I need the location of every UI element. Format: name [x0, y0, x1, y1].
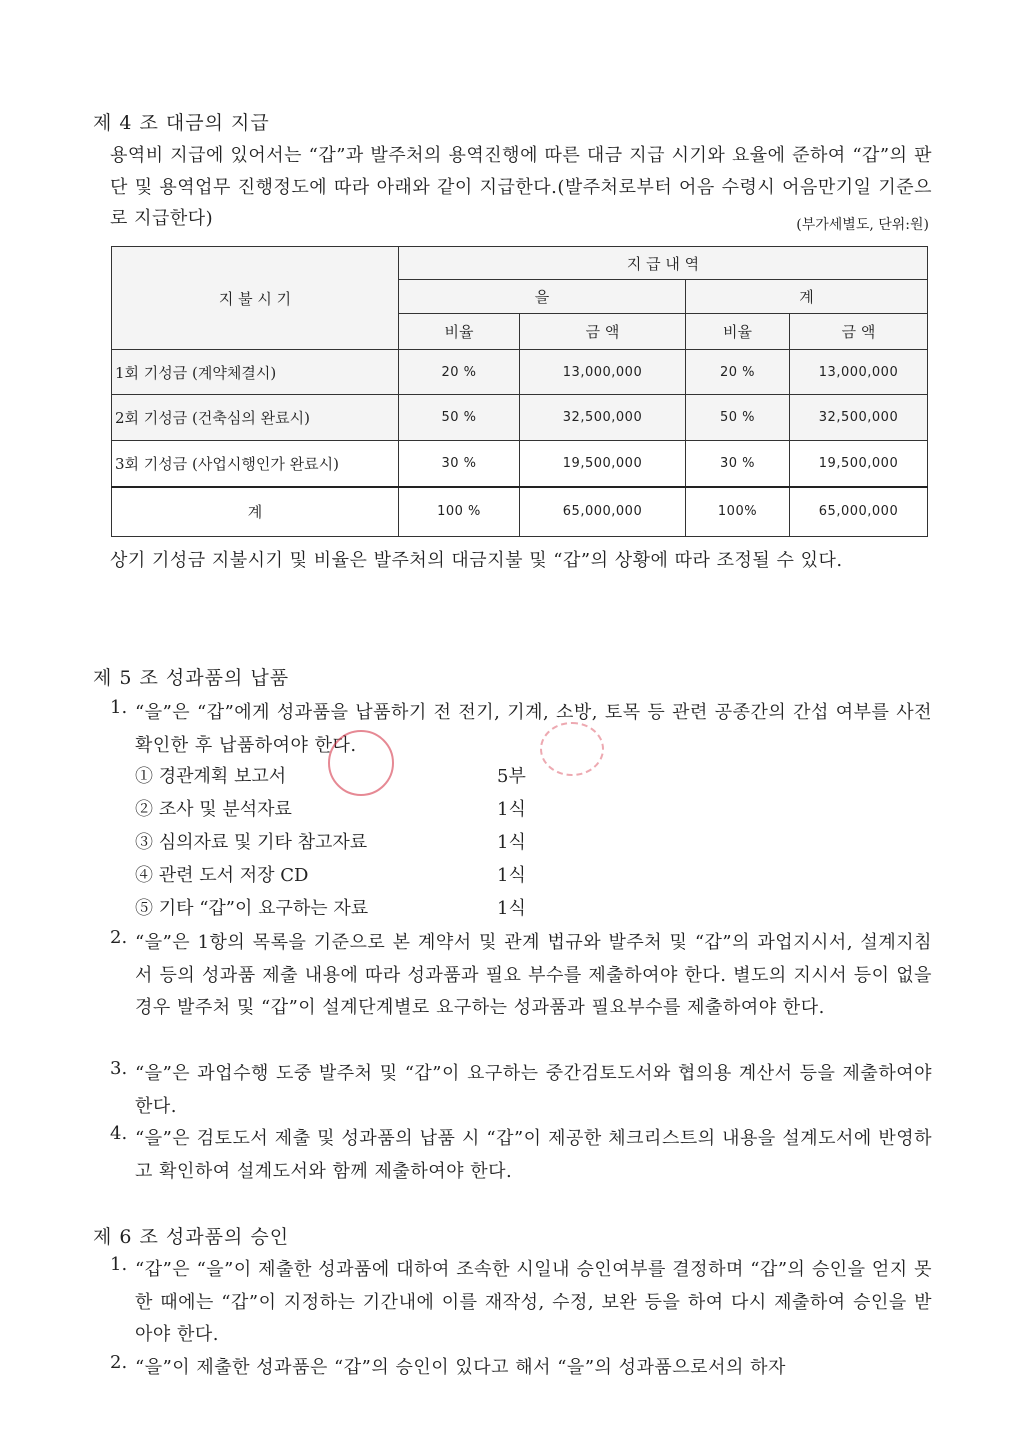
- item-text: “을”은 1항의 목록을 기준으로 본 계약서 및 관계 법규와 발주처 및 “갑”의 과업지시서, 설계지침서 등의 성과품 제출 내용에 따라 성과품과 필요 부수를 제출하여야 한다. 별도의 지시서 등이 없을 경우 발주처 및 “갑”이 설계단계별로 요구하는 성과품과 필요부수를 제출하여야 한다.: [135, 932, 932, 1018]
- deliverable-qty: 1식: [497, 799, 526, 820]
- item-number: 1.: [110, 697, 128, 718]
- row-period: 3회 기성금 (사업시행인가 완료시): [112, 441, 399, 487]
- sum-total-ratio: 100%: [686, 487, 790, 537]
- item-number: 2.: [110, 1352, 128, 1373]
- article-4-note: 상기 기성금 지불시기 및 비율은 발주처의 대금지불 및 “갑”의 상황에 따라 조정될 수 있다.: [110, 550, 843, 571]
- deliverable-qty: 5부: [497, 766, 526, 787]
- unit-note: (부가세별도, 단위:원): [796, 217, 929, 233]
- table-row: [112, 395, 928, 441]
- deliverable-label: ③ 심의자료 및 기타 참고자료: [135, 832, 368, 853]
- row-total-ratio: 30 %: [686, 441, 790, 487]
- item-text: “을”은 “갑”에게 성과품을 납품하기 전 전기, 기계, 소방, 토목 등 관련 공종간의 간섭 여부를 사전 확인한 후 납품하여야 한다.: [135, 702, 932, 756]
- row-total-ratio: 50 %: [686, 395, 790, 441]
- sum-eul-ratio: 100 %: [399, 487, 520, 537]
- table-row: [112, 350, 928, 395]
- header-period: 지 불 시 기: [112, 247, 399, 350]
- article-5-heading: 제 5 조 성과품의 납품: [93, 667, 290, 689]
- row-eul-amount: 13,000,000: [520, 350, 686, 395]
- item-number: 1.: [110, 1254, 128, 1275]
- row-total-amount: 32,500,000: [790, 395, 928, 441]
- deliverable-qty: 1식: [497, 898, 526, 919]
- deliverable-label: ⑤ 기타 “갑”이 요구하는 자료: [135, 898, 369, 919]
- row-total-ratio: 20 %: [686, 350, 790, 395]
- row-period: 2회 기성금 (건축심의 완료시): [112, 395, 399, 441]
- item-text: “을”은 과업수행 도중 발주처 및 “갑”이 요구하는 중간검토도서와 협의용 계산서 등을 제출하여야 한다.: [135, 1063, 932, 1117]
- item-text: “갑”은 “을”이 제출한 성과품에 대하여 조속한 시일내 승인여부를 결정하며 “갑”의 승인을 얻지 못한 때에는 “갑”이 지정하는 기간내에 이를 재작성, 수정, 보완 등을 하여 다시 제출하여 승인을 받아야 한다.: [135, 1259, 932, 1345]
- table-row: [112, 441, 928, 487]
- header-details: 지 급 내 역: [399, 247, 928, 280]
- seal-stamp-partial: [540, 722, 604, 776]
- row-period: 1회 기성금 (계약체결시): [112, 350, 399, 395]
- deliverable-label: ④ 관련 도서 저장 CD: [135, 865, 309, 886]
- item-text: “을”은 검토도서 제출 및 성과품의 납품 시 “갑”이 제공한 체크리스트의 내용을 설계도서에 반영하고 확인하여 설계도서와 함께 제출하여야 한다.: [135, 1128, 932, 1182]
- deliverable-qty: 1식: [497, 865, 526, 886]
- header-eul-amount: 금 액: [520, 314, 686, 350]
- row-eul-ratio: 20 %: [399, 350, 520, 395]
- row-eul-ratio: 50 %: [399, 395, 520, 441]
- header-total-amount: 금 액: [790, 314, 928, 350]
- row-total-amount: 13,000,000: [790, 350, 928, 395]
- item-number: 2.: [110, 927, 128, 948]
- payment-table: [111, 246, 928, 537]
- row-eul-amount: 19,500,000: [520, 441, 686, 487]
- article-4-heading: 제 4 조 대금의 지급: [93, 112, 270, 134]
- header-total-ratio: 비율: [686, 314, 790, 350]
- sum-eul-amount: 65,000,000: [520, 487, 686, 537]
- sum-label: 계: [112, 487, 399, 537]
- article-4-body: 용역비 지급에 있어서는 “갑”과 발주처의 용역진행에 따른 대금 지급 시기와 요율에 준하여 “갑”의 판단 및 용역업무 진행정도에 따라 아래와 같이 지급한다.(발주처로부터 어음 수령시 어음만기일 기준으로 지급한다): [110, 145, 932, 229]
- seal-stamp: [328, 730, 394, 796]
- row-eul-amount: 32,500,000: [520, 395, 686, 441]
- row-total-amount: 19,500,000: [790, 441, 928, 487]
- deliverable-label: ② 조사 및 분석자료: [135, 799, 292, 820]
- article-6-heading: 제 6 조 성과품의 승인: [93, 1226, 290, 1248]
- deliverable-label: ① 경관계획 보고서: [135, 766, 287, 787]
- table-sum-row: [112, 487, 928, 537]
- row-eul-ratio: 30 %: [399, 441, 520, 487]
- header-eul: 을: [399, 280, 686, 314]
- item-text: “을”이 제출한 성과품은 “갑”의 승인이 있다고 해서 “을”의 성과품으로서의 하자: [135, 1357, 786, 1378]
- deliverable-qty: 1식: [497, 832, 526, 853]
- item-number: 4.: [110, 1123, 128, 1144]
- header-total: 계: [686, 280, 928, 314]
- item-number: 3.: [110, 1058, 128, 1079]
- sum-total-amount: 65,000,000: [790, 487, 928, 537]
- header-eul-ratio: 비율: [399, 314, 520, 350]
